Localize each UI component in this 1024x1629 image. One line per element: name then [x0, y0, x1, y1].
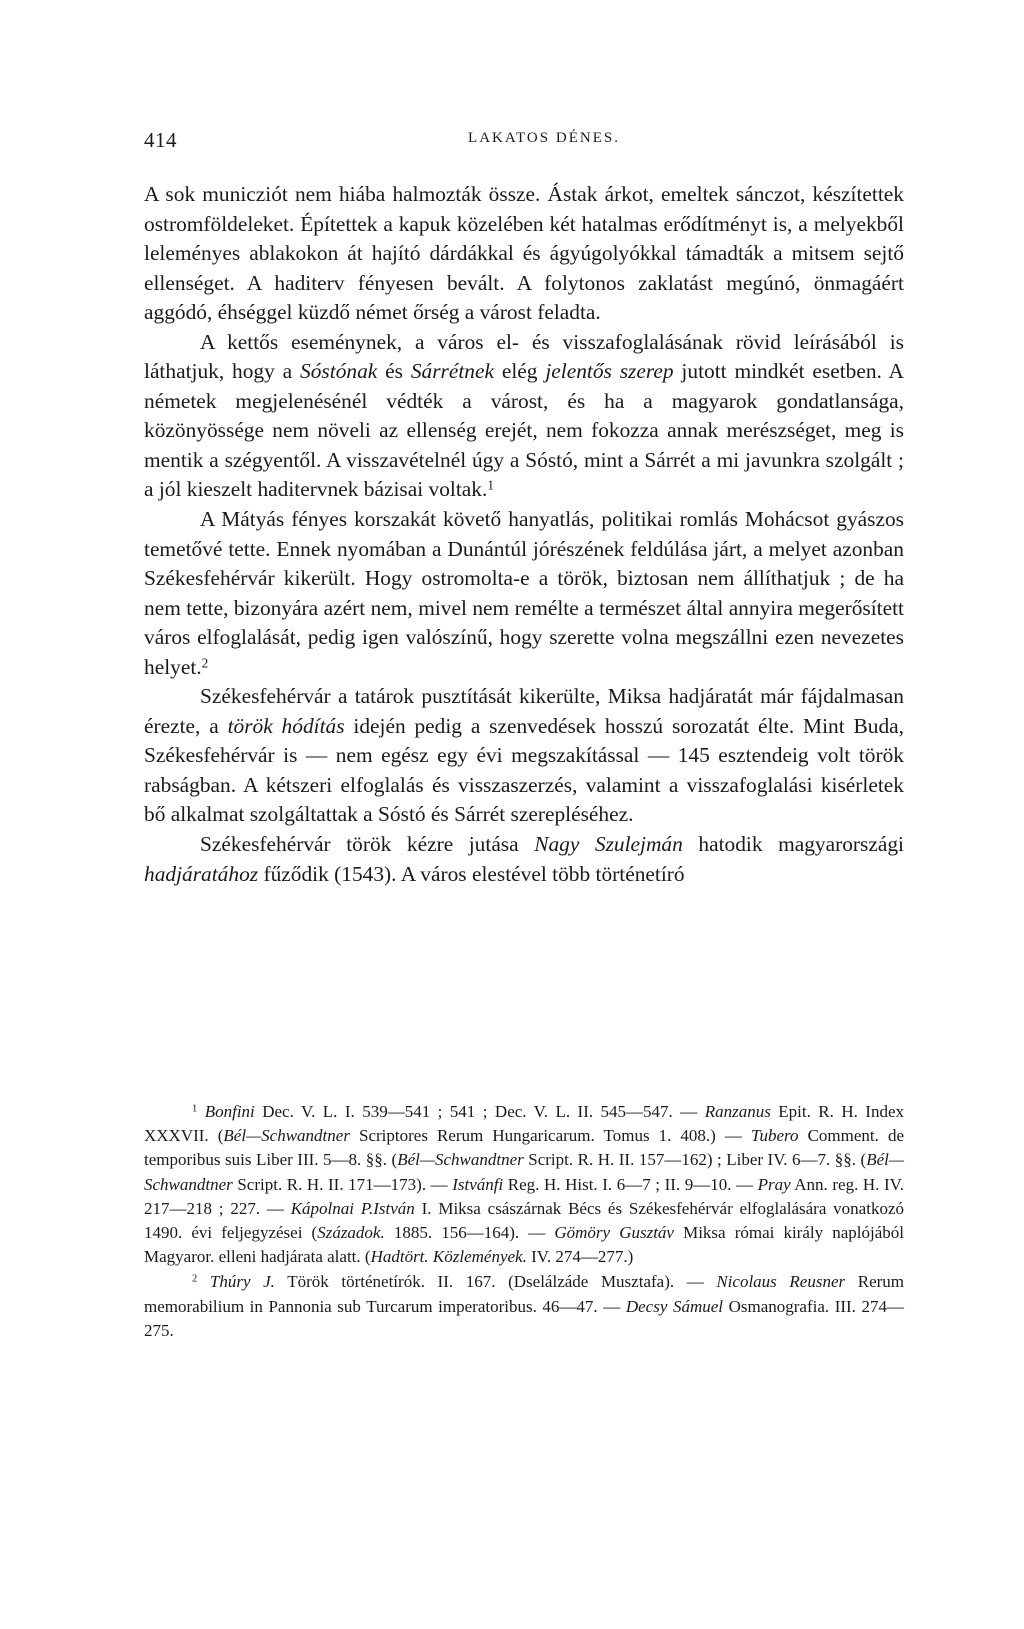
- footnote-marker: 2: [192, 1274, 198, 1286]
- paragraph: Székesfehérvár török kézre jutása Nagy Szulejmán hatodik magyarországi hadjáratához fűződik (1543). A város elestével több történetíró: [144, 832, 904, 886]
- footnotes: [144, 1100, 904, 1343]
- emphasis: Sóstónak: [300, 359, 378, 384]
- emphasis: török hódítás: [227, 713, 345, 738]
- emphasis: jelentős szerep: [545, 359, 674, 384]
- paragraph: A sok municziót nem hiába halmozták össze. Ástak árkot, emeltek sánczot, készítettek ostromföldeleket. Építettek a kapuk közelében két hatalmas erődítményt is, a melyekből leleményes ablakokon át hajító dárdákkal és ágyúgolyókkal támadták a mitsem sejtő ellenséget. A haditerv fényesen bevált. A folytonos zaklatást megúnó, önmagáért aggódó, éhséggel küzdő német őrség a várost feladta.: [144, 182, 904, 325]
- footnote-2: $^2$ Thúry J. Török történetírók. II. 167. (Dselálzáde Musztafa). — Nicolaus Reusner Rerum memorabilium in Pannonia sub Turcarum imperatoribus. 46—47. — Decsy Sámuel Osmanografia. III. 274—275.: [144, 1272, 905, 1340]
- page-header: [144, 128, 904, 158]
- running-head: LAKATOS DÉNES.: [468, 130, 620, 146]
- emphasis: Nagy Szulejmán: [534, 832, 683, 857]
- paragraph: A Mátyás fényes korszakát követő hanyatlás, politikai romlás Mohácsot gyászos temetővé tette. Ennek nyomában a Dunántúl jórészének feldúlása járt, a melyet azonban Székesfehérvár kikerült. Hogy ostromolta-e a török, biztosan nem állíthatjuk ; de ha nem tette, bizonyára azért nem, mivel nem remélte a természet által annyira megerősített város elfoglalását, pedig igen valószínű, hogy szerette volna megszállni ezen nevezetes helyet.$^2$: [144, 507, 904, 679]
- page-number: 414: [144, 128, 177, 152]
- footnote-1: $^1$ Bonfini Dec. V. L. I. 539—541 ; 541 ; Dec. V. L. II. 545—547. — Ranzanus Epit. R. H. Index XXXVII. (Bél—Schwandtner Scriptores Rerum Hungaricarum. Tomus 1. 408.) — Tubero Comment. de temporibus suis Liber III. 5—8. §§. (Bél—Schwandtner Script. R. H. II. 157—162) ; Liber IV. 6—7. §§. (Bél—Schwandtner Script. R. H. II. 171—173). — Istvánfi Reg. H. Hist. I. 6—7 ; II. 9—10. — Pray Ann. reg. H. IV. 217—218 ; 227. — Kápolnai P.István I. Miksa császárnak Bécs és Székesfehérvár elfoglalására vonatkozó 1490. évi feljegyzései (Századok. 1885. 156—164). — Gömöry Gusztáv Miksa római király naplójából Magyaror. elleni hadjárata alatt. (Hadtört. Közlemények. IV. 274—277.): [144, 1102, 905, 1267]
- footnote-ref[interactable]: 2: [201, 655, 209, 671]
- emphasis: Sárrétnek: [410, 359, 494, 384]
- footnote-marker: 1: [192, 1103, 198, 1115]
- paragraph: A kettős eseménynek, a város el- és visszafoglalásának rövid leírásából is láthatjuk, hogy a Sóstónak és Sárrétnek elég jelentős szerep jutott mindkét esetben. A németek megjelenésénél védték a várost, és ha a magyarok gondatlansága, közönyössége nem növeli az ellenség erejét, nem fokozza annak merészséget, meg is mentik a szégyentől. A visszavételnél úgy a Sóstó, mint a Sárrét a mi javunkra szolgált ; a jól kieszelt haditervnek bázisai voltak.$^1$: [144, 329, 905, 502]
- paragraph: Székesfehérvár a tatárok pusztítását kikerülte, Miksa hadjáratát már fájdalmasan érezte, a török hódítás idején pedig a szenvedések hosszú sorozatát élte. Mint Buda, Székesfehérvár is — nem egész egy évi megszakítással — 145 esztendeig volt török rabságban. A kétszeri elfoglalás és visszaszerzés, valamint a visszafoglalási kisérletek bő alkalmat szolgáltattak a Sóstó és Sárrét szerepléséhez.: [144, 684, 904, 827]
- footnote-ref[interactable]: 1: [487, 477, 494, 493]
- main-text: [144, 180, 904, 889]
- emphasis: hadjáratához: [144, 861, 259, 886]
